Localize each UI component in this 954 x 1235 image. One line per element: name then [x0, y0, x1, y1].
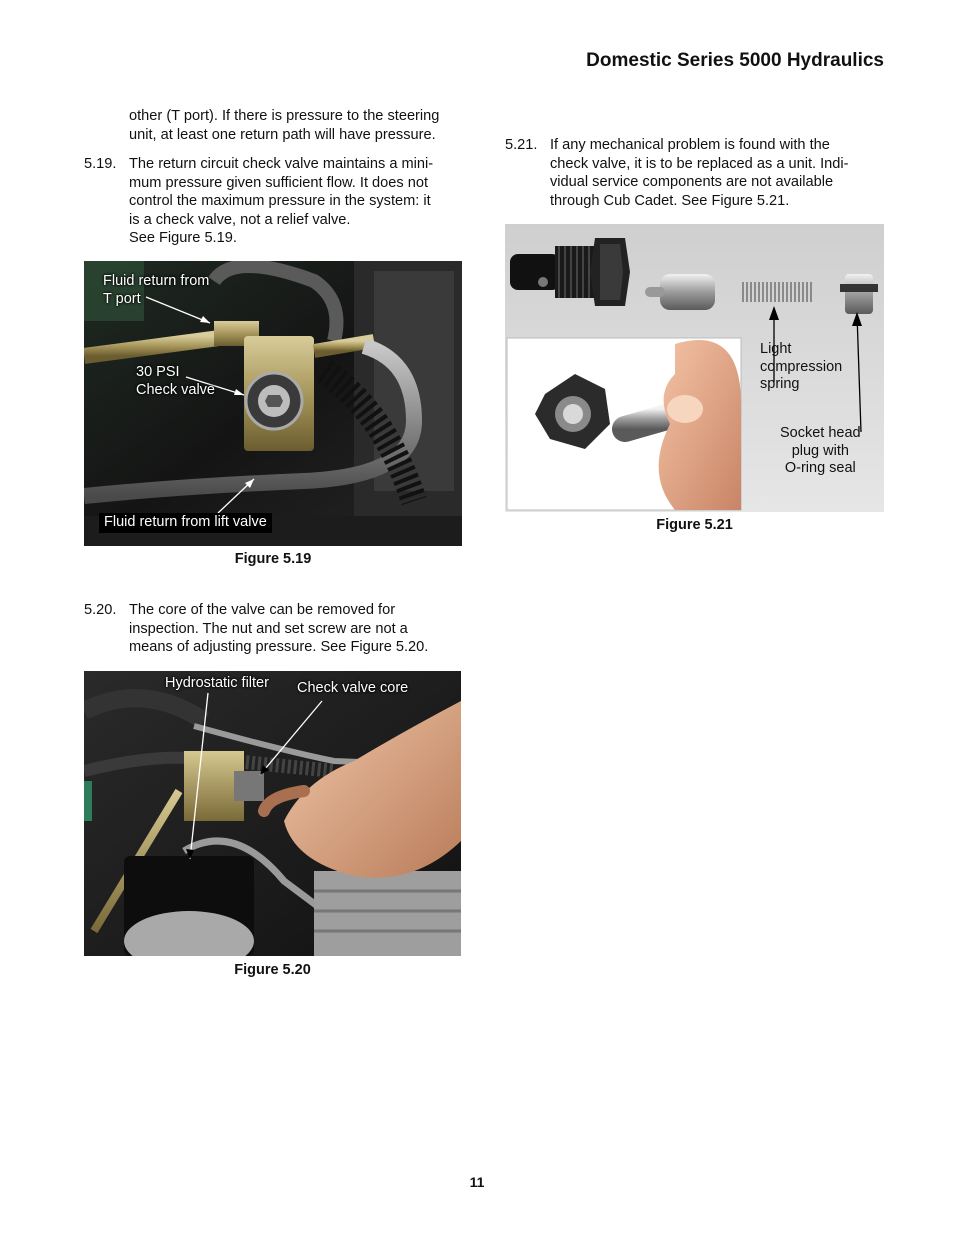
label-check-valve-core: Check valve core: [297, 680, 409, 696]
valve-core-removal-photo: [84, 671, 461, 956]
figure-5-19-caption: Figure 5.19: [234, 551, 312, 567]
continuation-paragraph: other (T port). If there is pressure to the steering unit, at least one return path will have pressure.: [129, 108, 440, 143]
figure-5-20-photo: [84, 671, 461, 956]
step-text: The return circuit check valve maintains a mini- mum pressure given sufficient flow. It does not control the maximum pressure in the system: it is a check valve, not a relief valve. See Figure 5.19.: [129, 156, 434, 247]
step-number: 5.21.: [505, 137, 538, 153]
step-text: The core of the valve can be removed for inspection. The nut and set screw are not a means of adjusting pressure. See Figure 5.20.: [129, 602, 429, 656]
label-fluid-return-t-port: Fluid return from T port: [103, 273, 210, 307]
step-number: 5.20.: [84, 602, 117, 618]
figure-5-21-caption: Figure 5.21: [656, 517, 733, 533]
label-30-psi-check-valve: 30 PSI Check valve: [136, 364, 215, 398]
paragraph-5-19: [84, 155, 464, 255]
step-text: If any mechanical problem is found with the check valve, it is to be replaced as a unit. Indi- vidual service components are not available through Cub Cadet. See Figure 5.21.: [550, 137, 849, 209]
label-light-compression-spring: Light compression spring: [760, 341, 843, 392]
label-hydrostatic-filter: Hydrostatic filter: [165, 675, 269, 691]
step-number: 5.19.: [84, 156, 117, 172]
figure-5-19-photo: [84, 261, 462, 546]
figure-5-21-photo: [505, 224, 884, 512]
page-header-title: Domestic Series 5000 Hydraulics: [586, 50, 884, 71]
paragraph-5-20: [84, 601, 464, 661]
paragraph-5-21: [505, 136, 890, 216]
figure-5-20-caption: Figure 5.20: [234, 962, 311, 978]
page-number: 11: [469, 1174, 485, 1190]
label-socket-head-plug: Socket head plug with O-ring seal: [780, 425, 861, 476]
label-fluid-return-lift-valve: Fluid return from lift valve: [99, 513, 272, 533]
